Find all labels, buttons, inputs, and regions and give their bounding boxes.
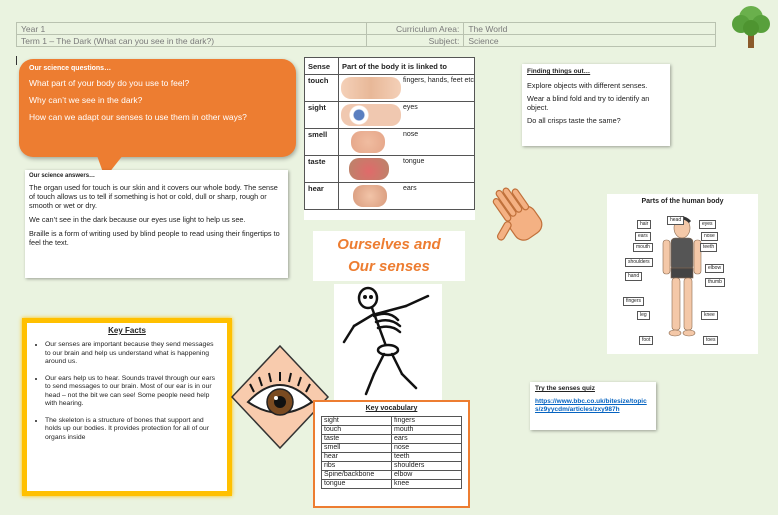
skeleton-icon (334, 284, 442, 400)
vocab-word: smell (322, 444, 392, 453)
key-fact-item: • The skeleton is a structure of bones that support and holds up our bodies. It provides protection for all of our organs inside (45, 417, 221, 443)
sense-cell: hear (305, 183, 339, 210)
curriculum-label: Curriculum Area: (366, 23, 464, 35)
question-item: How can we adapt our senses to use them in other ways? (29, 112, 247, 122)
senses-table-box (304, 57, 475, 220)
body-label: shoulders (625, 258, 653, 267)
subject-label: Subject: (366, 35, 464, 47)
body-diagram-title: Parts of the human body (641, 198, 724, 205)
topic-title-box (313, 231, 465, 281)
sense-cell: touch (305, 75, 339, 102)
body-label: knee (701, 311, 718, 320)
senses-header-part: Part of the body it is linked to (339, 58, 475, 75)
part-cell (339, 183, 475, 210)
key-fact-item: • Our ears help us to hear. Sounds travel through our ears to send messages to our brain. Most of our ear is in our head – not the bit we can see! Some people need help with hearing. (45, 375, 221, 409)
body-label: toes (703, 336, 718, 345)
body-label: hand (625, 272, 642, 281)
sense-cell: taste (305, 156, 339, 183)
table-row (322, 462, 462, 471)
vocab-word: Spine/backbone (322, 471, 392, 480)
vocab-word: taste (322, 435, 392, 444)
vocab-word: touch (322, 426, 392, 435)
vocab-word: teeth (392, 453, 462, 462)
vocab-word: sight (322, 417, 392, 426)
question-item: What part of your body do you use to feel? (29, 78, 190, 88)
part-text: fingers, hands, feet etc (403, 77, 474, 84)
table-row (322, 417, 462, 426)
vocabulary-box (313, 400, 470, 508)
header-table (16, 22, 716, 47)
vocab-word: ears (392, 435, 462, 444)
key-facts-list (33, 341, 221, 442)
finding-title: Finding things out… (527, 68, 591, 75)
subject-value: Science (464, 35, 716, 47)
vocab-word: ribs (322, 462, 392, 471)
finding-item: Do all crisps taste the same? (527, 116, 621, 125)
body-label: foot (639, 336, 653, 345)
part-cell (339, 75, 475, 102)
vocab-word: mouth (392, 426, 462, 435)
body-label: hair (637, 220, 651, 229)
vocabulary-title: Key vocabulary (365, 405, 418, 412)
table-row (322, 444, 462, 453)
part-text: eyes (403, 104, 418, 111)
table-row (322, 480, 462, 489)
vocab-word: hear (322, 453, 392, 462)
answer-paragraph: Braille is a form of writing used by blind people to read using their fingertips to feel the text. (29, 229, 280, 247)
answer-paragraph: The organ used for touch is our skin and it covers our whole body. The sense of touch allows us to tell if something is hot or cold, dull or sharp, rough or smooth or wet or dry. (29, 183, 278, 210)
quiz-link[interactable]: https://www.bbc.co.uk/bitesize/topics/z9yycdm/articles/zxy987h (535, 398, 647, 413)
body-label: mouth (633, 243, 653, 252)
body-label: eyes (699, 220, 716, 229)
finding-item: Wear a blind fold and try to identify an object. (527, 94, 650, 112)
term-cell: Term 1 – The Dark (What can you see in the dark?) (17, 35, 367, 47)
part-text: nose (403, 131, 419, 138)
hand-photo (341, 77, 401, 99)
part-text: tongue (403, 158, 425, 165)
part-text: ears (403, 185, 417, 192)
sense-cell: smell (305, 129, 339, 156)
question-item: Why can’t we see in the dark? (29, 95, 143, 105)
part-cell (339, 102, 475, 129)
quiz-box (530, 382, 656, 430)
sense-cell: sight (305, 102, 339, 129)
finding-box (522, 64, 670, 146)
body-label: ears (635, 232, 651, 241)
answers-title: Our science answers… (29, 173, 96, 179)
topic-title-line2: Our senses (348, 258, 430, 275)
vocab-word: elbow (392, 471, 462, 480)
body-label: fingers (623, 297, 644, 306)
vocabulary-table (321, 416, 462, 489)
key-fact-item: • Our senses are important because they send messages to our brain and help us understand what is happening around us. (45, 341, 221, 367)
ear-photo (353, 185, 387, 207)
questions-title: Our science questions… (29, 65, 112, 72)
table-row (322, 435, 462, 444)
nose-photo (351, 131, 385, 153)
text-cursor (16, 56, 17, 65)
table-row (322, 453, 462, 462)
eye-photo (341, 104, 401, 126)
vocab-word: fingers (392, 417, 462, 426)
table-row (322, 471, 462, 480)
vocab-word: nose (392, 444, 462, 453)
answers-box (25, 170, 288, 278)
vocab-word: shoulders (392, 462, 462, 471)
hand-icon (478, 178, 562, 254)
table-row (322, 426, 462, 435)
vocab-word: knee (392, 480, 462, 489)
body-label: elbow (705, 264, 724, 273)
tongue-photo (349, 158, 389, 180)
topic-title-line1: Ourselves and (337, 236, 441, 253)
part-cell (339, 129, 475, 156)
key-facts-title: Key Facts (108, 326, 146, 335)
part-cell (339, 156, 475, 183)
quiz-title: Try the senses quiz (535, 385, 595, 392)
body-diagram-box (607, 194, 758, 354)
body-label: thumb (705, 278, 725, 287)
body-label: teeth (700, 243, 717, 252)
senses-header-sense: Sense (305, 58, 339, 75)
finding-item: Explore objects with different senses. (527, 81, 648, 90)
key-facts-box (22, 318, 232, 496)
answer-paragraph: We can’t see in the dark because our eyes use light to help us see. (29, 215, 246, 224)
senses-table (304, 57, 475, 210)
body-label: head (667, 216, 684, 225)
vocab-word: tongue (322, 480, 392, 489)
year-cell: Year 1 (17, 23, 367, 35)
curriculum-value: The World (464, 23, 716, 35)
body-label: leg (637, 311, 650, 320)
body-label: nose (701, 232, 718, 241)
questions-bubble (19, 59, 296, 157)
skeleton-box (334, 284, 442, 400)
tree-icon (730, 2, 772, 50)
